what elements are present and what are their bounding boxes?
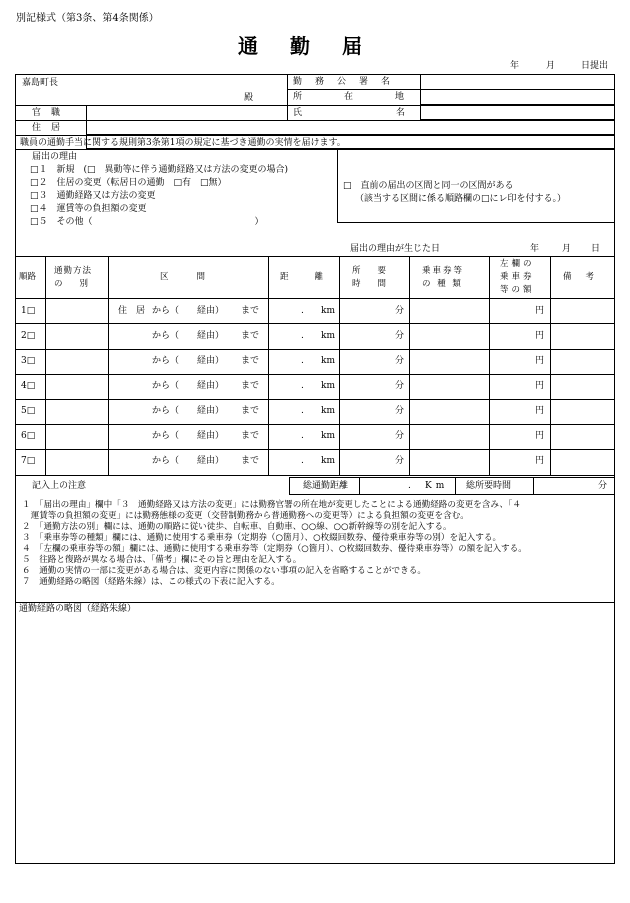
row-from: から（	[152, 431, 180, 441]
route-map-area[interactable]	[16, 618, 614, 863]
position-label: 官職	[32, 108, 71, 118]
row-via: 経由）	[197, 431, 225, 441]
row-km: km	[321, 306, 335, 316]
row-to: まで	[241, 306, 260, 316]
row-minutes: 分	[395, 331, 405, 341]
row-yen: 円	[535, 431, 545, 441]
row-number[interactable]: 7□	[21, 456, 36, 466]
row-from: から（	[152, 356, 180, 366]
note-line: ３ 「乗車券等の種類」欄には、通勤に使用する乗車券（定期券（○箇月）、○枚綴回数券、優待乗車券等の別）を記入する。	[22, 533, 502, 543]
row-via: 経由）	[197, 306, 225, 316]
row-number[interactable]: 4□	[21, 381, 36, 391]
col-ticket-line1: 乗車券等	[422, 266, 465, 276]
row-number[interactable]: 1□	[21, 306, 36, 316]
note-line: ５ 往路と復路が異なる場合は、「備考」欄にその旨と理由を記入する。	[22, 555, 302, 565]
row-from: から（	[152, 331, 180, 341]
position-field[interactable]	[86, 120, 615, 135]
total-distance-dot: .	[408, 481, 411, 491]
col-route: 順路	[19, 272, 37, 282]
reasons-heading: 届出の理由	[32, 152, 78, 162]
col-amount-line1: 左欄の	[500, 259, 535, 269]
row-km: km	[321, 331, 335, 341]
col-method-line2: の 別	[54, 279, 89, 289]
row-minutes: 分	[395, 381, 405, 391]
reason-item[interactable]: □４ 運賃等の負担額の変更	[30, 204, 147, 214]
row-to: まで	[241, 356, 260, 366]
row-to: まで	[241, 406, 260, 416]
reason-item[interactable]: □５ その他（ ）	[30, 217, 264, 227]
office-name-label: 勤務公署名	[293, 77, 404, 87]
row-number[interactable]: 2□	[21, 331, 36, 341]
note-line: １ 「届出の理由」欄中「３ 通勤経路又は方法の変更」には勤務官署の所在地が変更したことによる通勤経路の変更を含み、「４	[22, 500, 521, 510]
row-to: まで	[241, 431, 260, 441]
occurred-date-label: 届出の理由が生じた日	[350, 244, 441, 254]
same-route-sub: （該当する区間に係る順路欄の□にレ印を付する。）	[355, 194, 567, 204]
row-dot: .	[301, 381, 304, 391]
col-amount-line3: 等の額	[500, 285, 535, 295]
col-time-line2: 時 間	[352, 279, 387, 289]
row-minutes: 分	[395, 306, 405, 316]
row-km: km	[321, 456, 335, 466]
same-route-note[interactable]: □ 直前の届出の区間と同一の区間がある	[343, 181, 514, 191]
row-to: まで	[241, 456, 260, 466]
notes-list	[22, 500, 527, 588]
row-km: km	[321, 381, 335, 391]
row-via: 経由）	[197, 456, 225, 466]
row-yen: 円	[535, 331, 545, 341]
row-number[interactable]: 6□	[21, 431, 36, 441]
col-ticket-line2: の 種 類	[422, 279, 463, 289]
row-dot: .	[301, 456, 304, 466]
row-dot: .	[301, 356, 304, 366]
col-section: 区間	[160, 272, 234, 282]
row-from: から（	[152, 381, 180, 391]
total-time-label: 総所要時間	[466, 481, 512, 491]
row-via: 経由）	[197, 406, 225, 416]
row-start: 住 居	[118, 306, 146, 316]
note-line: ７ 通勤経路の略図（経路朱線）は、この様式の下表に記入する。	[22, 577, 280, 587]
row-yen: 円	[535, 356, 545, 366]
submit-day-label: 日提出	[581, 61, 609, 71]
col-method-line1: 通勤方法	[54, 266, 93, 276]
submit-month-label: 月	[546, 61, 556, 71]
row-dot: .	[301, 406, 304, 416]
occurred-day: 日	[591, 244, 601, 254]
col-amount-line2: 乗車券	[500, 272, 535, 282]
total-time-unit: 分	[598, 481, 608, 491]
reason-item[interactable]: □３ 通勤経路又は方法の変更	[30, 191, 156, 201]
name-field[interactable]	[420, 105, 615, 120]
row-dot: .	[301, 331, 304, 341]
name-label: 氏名	[293, 108, 500, 118]
note-line: ２ 「通勤方法の別」欄には、通勤の順路に従い徒歩、自転車、自動車、○○線、○○新幹線等の別を記入する。	[22, 522, 452, 532]
occurred-month: 月	[562, 244, 572, 254]
row-km: km	[321, 406, 335, 416]
note-line: ６ 通勤の実情の一部に変更がある場合は、変更内容に関係のない事項の記入を省略することができる。	[22, 566, 426, 576]
col-remarks: 備考	[563, 272, 609, 282]
row-km: km	[321, 431, 335, 441]
declaration-text: 職員の通勤手当に関する規則第3条第1項の規定に基づき通勤の実情を届けます。	[20, 138, 346, 148]
form-title: 通勤届	[238, 34, 394, 58]
row-via: 経由）	[197, 356, 225, 366]
row-to: まで	[241, 381, 260, 391]
form-label: 別記様式（第3条、第4条関係）	[16, 13, 159, 24]
office-location-field[interactable]	[420, 89, 615, 105]
row-yen: 円	[535, 381, 545, 391]
row-km: km	[321, 356, 335, 366]
notes-heading: 記入上の注意	[32, 481, 87, 491]
row-minutes: 分	[395, 406, 405, 416]
col-distance: 距離	[280, 272, 350, 282]
row-yen: 円	[535, 406, 545, 416]
total-distance-unit: Km	[425, 481, 449, 491]
row-to: まで	[241, 331, 260, 341]
reason-item[interactable]: □１ 新規 (□ 異動等に伴う通勤経路又は方法の変更の場合)	[30, 165, 289, 175]
residence-label: 住居	[32, 123, 71, 133]
office-location-label: 所在地	[293, 92, 447, 102]
row-from: から（	[152, 406, 180, 416]
row-minutes: 分	[395, 431, 405, 441]
row-dot: .	[301, 431, 304, 441]
mayor-addressee: 嘉島町長	[22, 78, 59, 88]
reason-item[interactable]: □２ 住居の変更（転居日の通勤 □有 □無）	[30, 178, 227, 188]
row-yen: 円	[535, 306, 545, 316]
honorific: 殿	[244, 93, 254, 103]
col-time-line1: 所 要	[352, 266, 387, 276]
row-from: から（	[152, 456, 180, 466]
row-minutes: 分	[395, 456, 405, 466]
row-via: 経由）	[197, 381, 225, 391]
row-via: 経由）	[197, 331, 225, 341]
row-yen: 円	[535, 456, 545, 466]
row-minutes: 分	[395, 356, 405, 366]
route-map-label: 通勤経路の略図（経路朱線）	[19, 604, 137, 614]
submit-year-label: 年	[510, 61, 520, 71]
row-dot: .	[301, 306, 304, 316]
note-line: ４ 「左欄の乗車券等の額」欄には、通勤に使用する乗車券等（定期券（○箇月）、○枚綴回数券、優待乗車券等）の額を記入する。	[22, 544, 527, 554]
row-number[interactable]: 3□	[21, 356, 36, 366]
note-line: 運賃等の負担額の変更」には勤務態様の変更（交替制勤務から普通勤務への変更等）による負担額の変更を含む。	[22, 511, 469, 521]
row-from: から（	[152, 306, 180, 316]
total-distance-label: 総通勤距離	[303, 481, 349, 491]
row-number[interactable]: 5□	[21, 406, 36, 416]
occurred-year: 年	[530, 244, 540, 254]
